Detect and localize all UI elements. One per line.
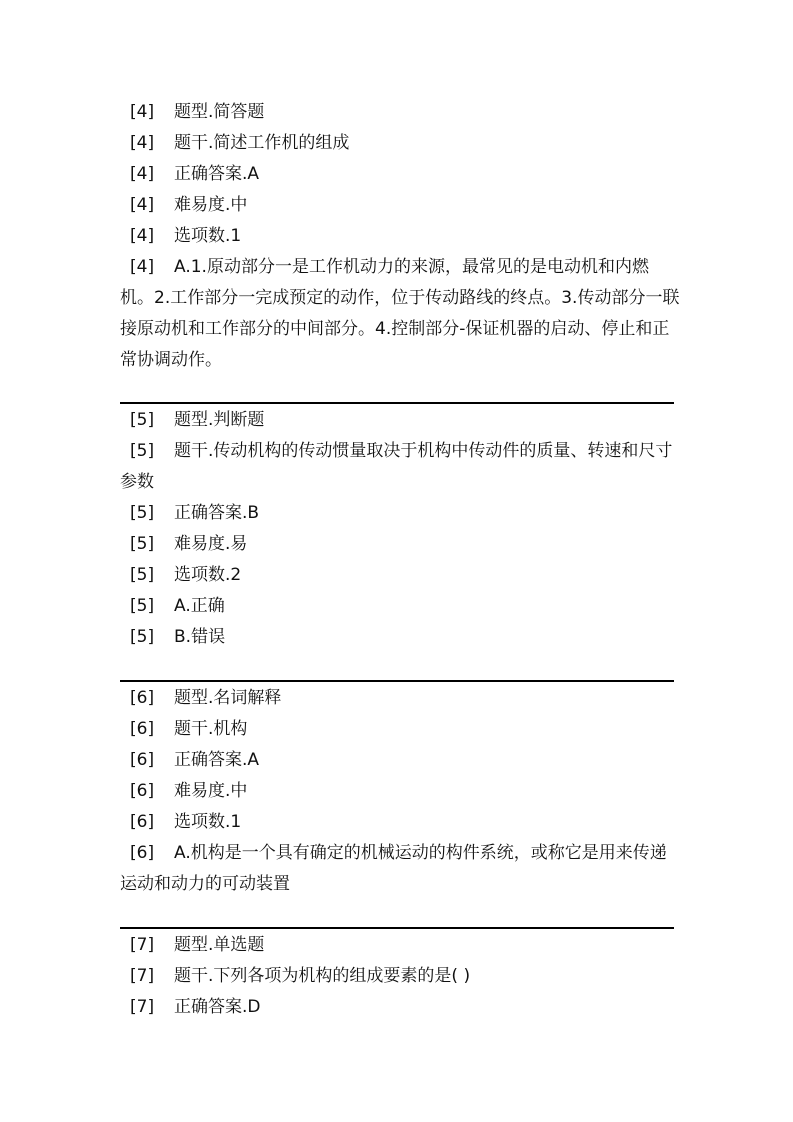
question-difficulty: 难易度.中 bbox=[174, 781, 248, 801]
question-tag: [6] bbox=[130, 812, 155, 832]
question-4 bbox=[120, 97, 680, 376]
question-answer: 正确答案.D bbox=[174, 997, 261, 1017]
question-type-line bbox=[120, 405, 680, 436]
question-tag: [5] bbox=[130, 441, 155, 461]
question-6 bbox=[120, 683, 680, 900]
question-option-count-line bbox=[120, 560, 680, 591]
option-a-text: A.机构是一个具有确定的机械运动的构件系统，或称它是用来传递运动和动力的可动装置 bbox=[120, 843, 667, 894]
question-tag: [5] bbox=[130, 627, 155, 647]
question-stem-line bbox=[120, 128, 680, 159]
question-tag: [7] bbox=[130, 966, 155, 986]
question-difficulty: 难易度.易 bbox=[174, 534, 248, 554]
question-answer-line bbox=[120, 498, 680, 529]
divider-rule bbox=[120, 402, 674, 404]
question-option-count-line bbox=[120, 221, 680, 252]
divider-rule bbox=[120, 927, 674, 929]
question-tag: [7] bbox=[130, 935, 155, 955]
question-tag: [5] bbox=[130, 596, 155, 616]
question-difficulty-line bbox=[120, 776, 680, 807]
question-difficulty: 难易度.中 bbox=[174, 195, 248, 215]
question-answer-line bbox=[120, 159, 680, 190]
question-tag: [4] bbox=[130, 195, 155, 215]
question-tag: [4] bbox=[130, 164, 155, 184]
question-difficulty-line bbox=[120, 529, 680, 560]
question-difficulty-line bbox=[120, 190, 680, 221]
question-type: 题型.简答题 bbox=[174, 102, 265, 122]
question-tag: [6] bbox=[130, 843, 155, 863]
question-option-count: 选项数.1 bbox=[174, 226, 242, 246]
question-type-line bbox=[120, 683, 680, 714]
question-tag: [5] bbox=[130, 410, 155, 430]
question-tag: [5] bbox=[130, 534, 155, 554]
question-option-count: 选项数.2 bbox=[174, 565, 242, 585]
question-type: 题型.单选题 bbox=[174, 935, 265, 955]
question-5 bbox=[120, 405, 680, 653]
question-stem-text: 题干.传动机构的传动惯量取决于机构中传动件的质量、转速和尺寸参数 bbox=[120, 441, 673, 492]
divider-rule bbox=[120, 680, 674, 682]
question-type: 题型.名词解释 bbox=[174, 688, 282, 708]
question-answer-line bbox=[120, 992, 680, 1023]
question-tag: [4] bbox=[130, 257, 155, 277]
question-option-a bbox=[120, 838, 680, 900]
question-stem-line bbox=[120, 714, 680, 745]
question-tag: [5] bbox=[130, 503, 155, 523]
option-a-text: A.1.原动部分一是工作机动力的来源，最常见的是电动机和内燃机。2.工作部分一完成预定的动作，位于传动路线的终点。3.传动部分一联接原动机和工作部分的中间部分。4.控制部分-保证机器的启动、停止和正常协调动作。 bbox=[120, 257, 680, 370]
question-type-line bbox=[120, 930, 680, 961]
question-7 bbox=[120, 930, 680, 1023]
question-answer: 正确答案.A bbox=[174, 164, 260, 184]
question-stem: 题干.下列各项为机构的组成要素的是( ) bbox=[174, 966, 471, 986]
question-tag: [4] bbox=[130, 133, 155, 153]
question-option-a bbox=[120, 252, 680, 376]
question-tag: [7] bbox=[130, 997, 155, 1017]
question-answer: 正确答案.B bbox=[174, 503, 260, 523]
question-option-count: 选项数.1 bbox=[174, 812, 242, 832]
question-tag: [6] bbox=[130, 750, 155, 770]
question-stem: 题干.机构 bbox=[174, 719, 248, 739]
question-type: 题型.判断题 bbox=[174, 410, 265, 430]
question-tag: [4] bbox=[130, 226, 155, 246]
question-tag: [4] bbox=[130, 102, 155, 122]
question-tag: [6] bbox=[130, 781, 155, 801]
question-stem: 题干.简述工作机的组成 bbox=[174, 133, 350, 153]
question-option-b: B.错误 bbox=[174, 627, 226, 647]
question-option-a: A.正确 bbox=[174, 596, 225, 616]
question-option-a-line bbox=[120, 591, 680, 622]
question-answer: 正确答案.A bbox=[174, 750, 260, 770]
question-option-b-line bbox=[120, 622, 680, 653]
question-tag: [6] bbox=[130, 719, 155, 739]
question-stem bbox=[120, 436, 680, 498]
question-option-count-line bbox=[120, 807, 680, 838]
question-tag: [6] bbox=[130, 688, 155, 708]
question-answer-line bbox=[120, 745, 680, 776]
question-type-line bbox=[120, 97, 680, 128]
question-stem-line bbox=[120, 961, 680, 992]
question-tag: [5] bbox=[130, 565, 155, 585]
